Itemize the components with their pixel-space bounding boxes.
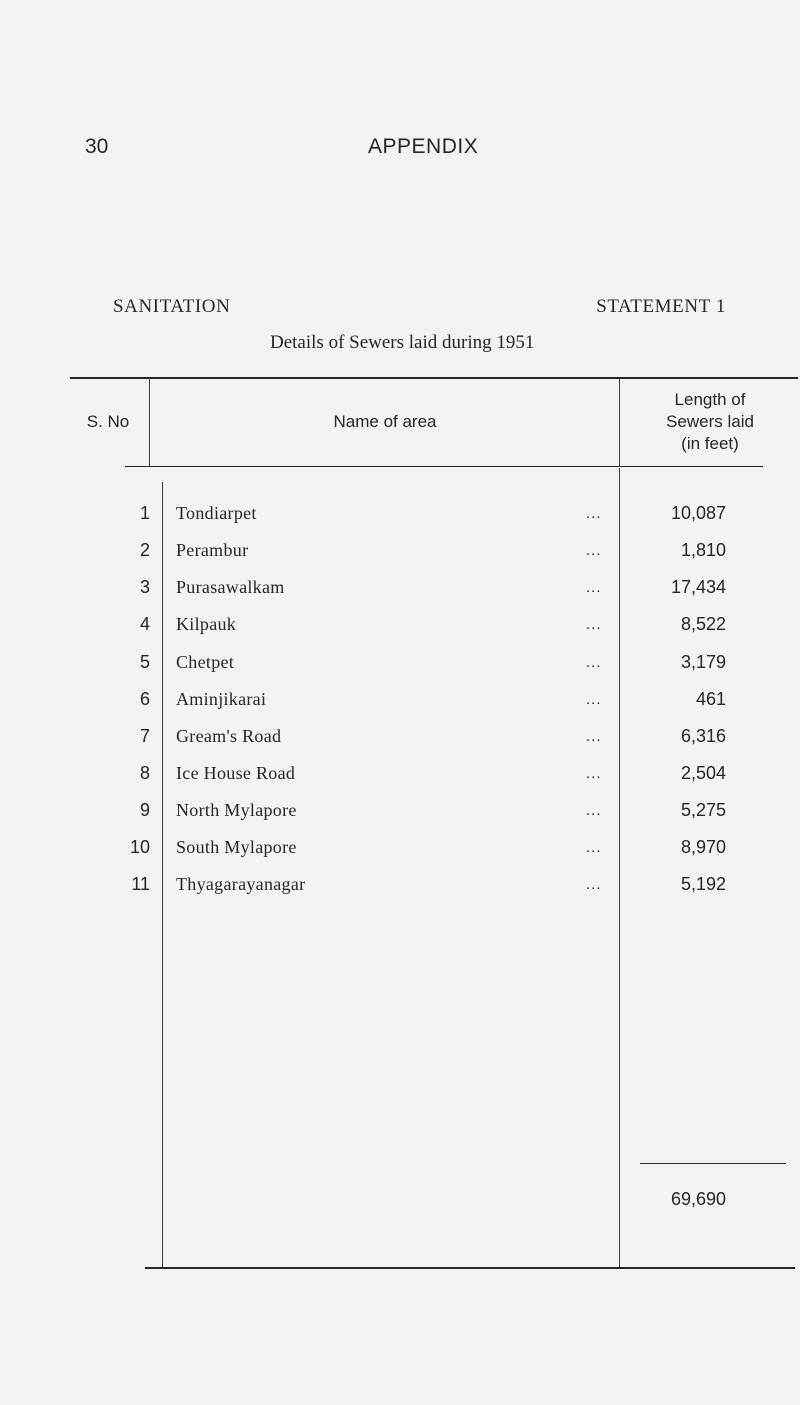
section-title: SANITATION (113, 296, 231, 317)
serial-number: 6 (139, 689, 150, 709)
leader-dots: ... (586, 654, 602, 671)
sewer-length: 6,316 (680, 726, 726, 746)
statement-title: STATEMENT 1 (596, 296, 726, 317)
leader-dots: ... (586, 542, 602, 559)
table-row (0, 689, 800, 719)
serial-number: 5 (139, 652, 150, 672)
area-name: Aminjikarai (176, 689, 267, 709)
table-row (0, 800, 800, 830)
area-name: North Mylapore (176, 800, 297, 820)
leader-dots: ... (586, 765, 602, 782)
table-row (0, 540, 800, 570)
serial-number: 8 (139, 763, 150, 783)
table-row (0, 837, 800, 867)
sewer-length: 17,434 (670, 577, 726, 597)
area-name: South Mylapore (176, 837, 297, 857)
area-name: Tondiarpet (176, 503, 257, 523)
leader-dots: ... (586, 839, 602, 856)
sewer-length: 2,504 (680, 763, 726, 783)
serial-number: 3 (139, 577, 150, 597)
sewer-length: 461 (695, 689, 726, 709)
header-bottom-rule (125, 466, 763, 467)
area-name: Perambur (176, 540, 249, 560)
leader-dots: ... (586, 505, 602, 522)
serial-number: 10 (129, 837, 150, 857)
column-header-length-line2: Sewers laid (666, 412, 754, 431)
table-subtitle: Details of Sewers laid during 1951 (270, 332, 535, 353)
column-header-length-line3: (in feet) (681, 434, 739, 453)
leader-dots: ... (586, 876, 602, 893)
page-number: 30 (85, 135, 109, 158)
sewer-length: 8,970 (680, 837, 726, 857)
table-row (0, 577, 800, 607)
sewer-length: 8,522 (680, 614, 726, 634)
area-name: Purasawalkam (176, 577, 285, 597)
serial-number: 1 (139, 503, 150, 523)
leader-dots: ... (586, 691, 602, 708)
column-header-length-line1: Length of (674, 390, 746, 409)
table-row (0, 874, 800, 904)
serial-number: 7 (139, 726, 150, 746)
table-bottom-rule (145, 1267, 795, 1269)
column-header-area: Name of area (333, 412, 437, 431)
table-row (0, 614, 800, 644)
sewer-length: 1,810 (680, 540, 726, 560)
sewer-length: 5,275 (680, 800, 726, 820)
column-header-serial: S. No (86, 412, 130, 431)
table-top-rule (70, 377, 798, 379)
table-row (0, 763, 800, 793)
serial-number: 9 (139, 800, 150, 820)
area-name: Thyagarayanagar (176, 874, 306, 894)
leader-dots: ... (586, 728, 602, 745)
leader-dots: ... (586, 616, 602, 633)
total-length: 69,690 (670, 1189, 726, 1209)
sewer-length: 5,192 (680, 874, 726, 894)
column-header-length (620, 389, 800, 455)
table-row (0, 503, 800, 533)
leader-dots: ... (586, 579, 602, 596)
serial-number: 2 (139, 540, 150, 560)
table-row (0, 726, 800, 756)
serial-number: 4 (139, 614, 150, 634)
area-name: Ice House Road (176, 763, 296, 783)
sewer-length: 3,179 (680, 652, 726, 672)
area-name: Kilpauk (176, 614, 237, 634)
sewer-length: 10,087 (670, 503, 726, 523)
serial-number: 11 (131, 874, 150, 894)
area-name: Chetpet (176, 652, 235, 672)
running-head: APPENDIX (368, 135, 479, 158)
table-row (0, 652, 800, 682)
area-name: Gream's Road (176, 726, 282, 746)
leader-dots: ... (586, 802, 602, 819)
total-rule (640, 1163, 786, 1164)
